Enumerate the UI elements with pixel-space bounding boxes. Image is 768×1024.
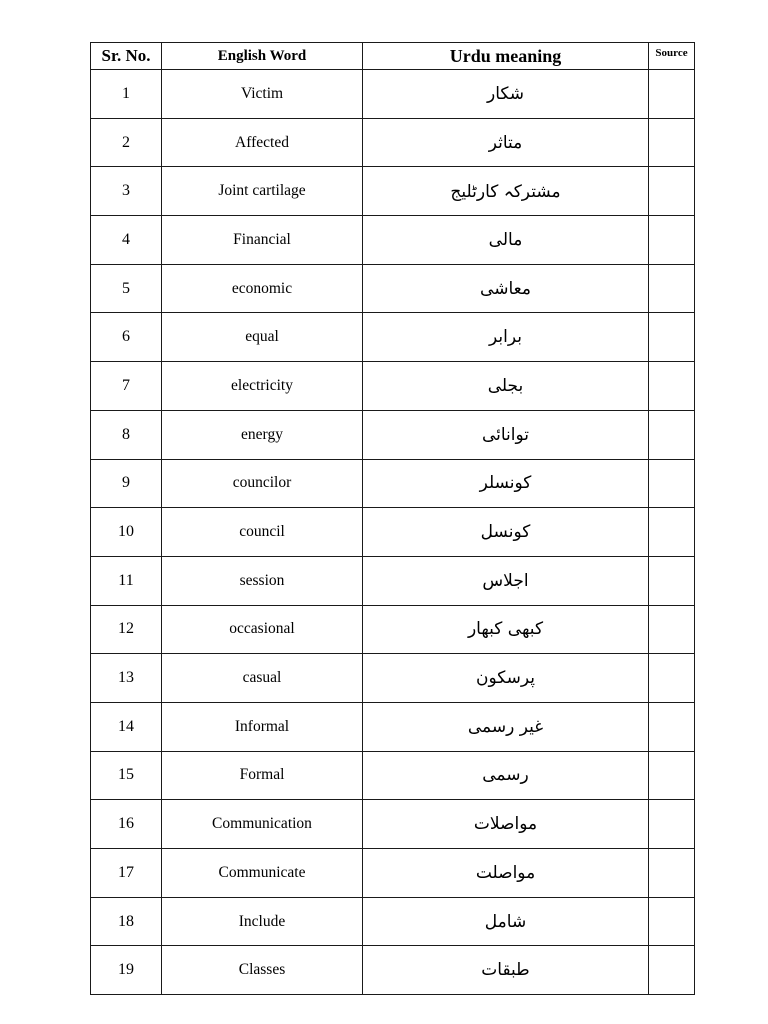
source-cell: [649, 264, 695, 313]
table-row: [91, 362, 695, 411]
english-word-cell: Victim: [162, 70, 363, 119]
english-word-cell: council: [162, 508, 363, 557]
source-cell: [649, 751, 695, 800]
vocabulary-table: [90, 42, 695, 995]
table-row: [91, 702, 695, 751]
sr-no-cell: 13: [91, 654, 162, 703]
english-word-cell: session: [162, 556, 363, 605]
urdu-meaning-cell: پرسکون: [363, 654, 649, 703]
sr-no-cell: 16: [91, 800, 162, 849]
english-word-cell: energy: [162, 410, 363, 459]
english-word-cell: Informal: [162, 702, 363, 751]
source-cell: [649, 167, 695, 216]
header-sr-no: Sr. No.: [91, 43, 162, 70]
source-cell: [649, 702, 695, 751]
urdu-meaning-cell: مشترکہ کارٹلیج: [363, 167, 649, 216]
table-row: [91, 70, 695, 119]
table-row: [91, 654, 695, 703]
urdu-meaning-cell: مالی: [363, 216, 649, 265]
urdu-meaning-cell: کونسلر: [363, 459, 649, 508]
urdu-meaning-cell: غیر رسمی: [363, 702, 649, 751]
source-cell: [649, 946, 695, 995]
header-english-word: English Word: [162, 43, 363, 70]
header-row: [91, 43, 695, 70]
table-row: [91, 946, 695, 995]
english-word-cell: Include: [162, 897, 363, 946]
table-row: [91, 459, 695, 508]
table-row: [91, 508, 695, 557]
urdu-meaning-cell: کونسل: [363, 508, 649, 557]
table-row: [91, 849, 695, 898]
table-row: [91, 313, 695, 362]
source-cell: [649, 216, 695, 265]
english-word-cell: Affected: [162, 118, 363, 167]
sr-no-cell: 9: [91, 459, 162, 508]
english-word-cell: electricity: [162, 362, 363, 411]
english-word-cell: councilor: [162, 459, 363, 508]
source-cell: [649, 654, 695, 703]
sr-no-cell: 14: [91, 702, 162, 751]
sr-no-cell: 7: [91, 362, 162, 411]
table-row: [91, 605, 695, 654]
source-cell: [649, 118, 695, 167]
table-row: [91, 897, 695, 946]
table-body: [91, 70, 695, 995]
sr-no-cell: 11: [91, 556, 162, 605]
urdu-meaning-cell: بجلی: [363, 362, 649, 411]
source-cell: [649, 410, 695, 459]
source-cell: [649, 70, 695, 119]
sr-no-cell: 12: [91, 605, 162, 654]
sr-no-cell: 1: [91, 70, 162, 119]
urdu-meaning-cell: اجلاس: [363, 556, 649, 605]
urdu-meaning-cell: رسمی: [363, 751, 649, 800]
source-cell: [649, 800, 695, 849]
english-word-cell: occasional: [162, 605, 363, 654]
urdu-meaning-cell: متاثر: [363, 118, 649, 167]
sr-no-cell: 4: [91, 216, 162, 265]
english-word-cell: Joint cartilage: [162, 167, 363, 216]
table-row: [91, 264, 695, 313]
source-cell: [649, 556, 695, 605]
english-word-cell: Formal: [162, 751, 363, 800]
urdu-meaning-cell: برابر: [363, 313, 649, 362]
sr-no-cell: 15: [91, 751, 162, 800]
english-word-cell: Communicate: [162, 849, 363, 898]
english-word-cell: casual: [162, 654, 363, 703]
table-row: [91, 556, 695, 605]
sr-no-cell: 3: [91, 167, 162, 216]
source-cell: [649, 897, 695, 946]
english-word-cell: economic: [162, 264, 363, 313]
urdu-meaning-cell: مواصلات: [363, 800, 649, 849]
urdu-meaning-cell: معاشی: [363, 264, 649, 313]
table-row: [91, 800, 695, 849]
urdu-meaning-cell: شامل: [363, 897, 649, 946]
source-cell: [649, 362, 695, 411]
english-word-cell: Classes: [162, 946, 363, 995]
sr-no-cell: 19: [91, 946, 162, 995]
sr-no-cell: 8: [91, 410, 162, 459]
english-word-cell: Financial: [162, 216, 363, 265]
urdu-meaning-cell: طبقات: [363, 946, 649, 995]
header-urdu-meaning: Urdu meaning: [363, 43, 649, 70]
sr-no-cell: 18: [91, 897, 162, 946]
table-row: [91, 216, 695, 265]
urdu-meaning-cell: مواصلت: [363, 849, 649, 898]
urdu-meaning-cell: توانائی: [363, 410, 649, 459]
source-cell: [649, 313, 695, 362]
header-source: Source: [649, 43, 695, 70]
table-row: [91, 167, 695, 216]
table-row: [91, 410, 695, 459]
urdu-meaning-cell: شکار: [363, 70, 649, 119]
source-cell: [649, 459, 695, 508]
english-word-cell: equal: [162, 313, 363, 362]
sr-no-cell: 10: [91, 508, 162, 557]
sr-no-cell: 5: [91, 264, 162, 313]
source-cell: [649, 508, 695, 557]
sr-no-cell: 2: [91, 118, 162, 167]
sr-no-cell: 6: [91, 313, 162, 362]
urdu-meaning-cell: کبھی کبھار: [363, 605, 649, 654]
english-word-cell: Communication: [162, 800, 363, 849]
source-cell: [649, 605, 695, 654]
sr-no-cell: 17: [91, 849, 162, 898]
table-row: [91, 118, 695, 167]
table-row: [91, 751, 695, 800]
source-cell: [649, 849, 695, 898]
